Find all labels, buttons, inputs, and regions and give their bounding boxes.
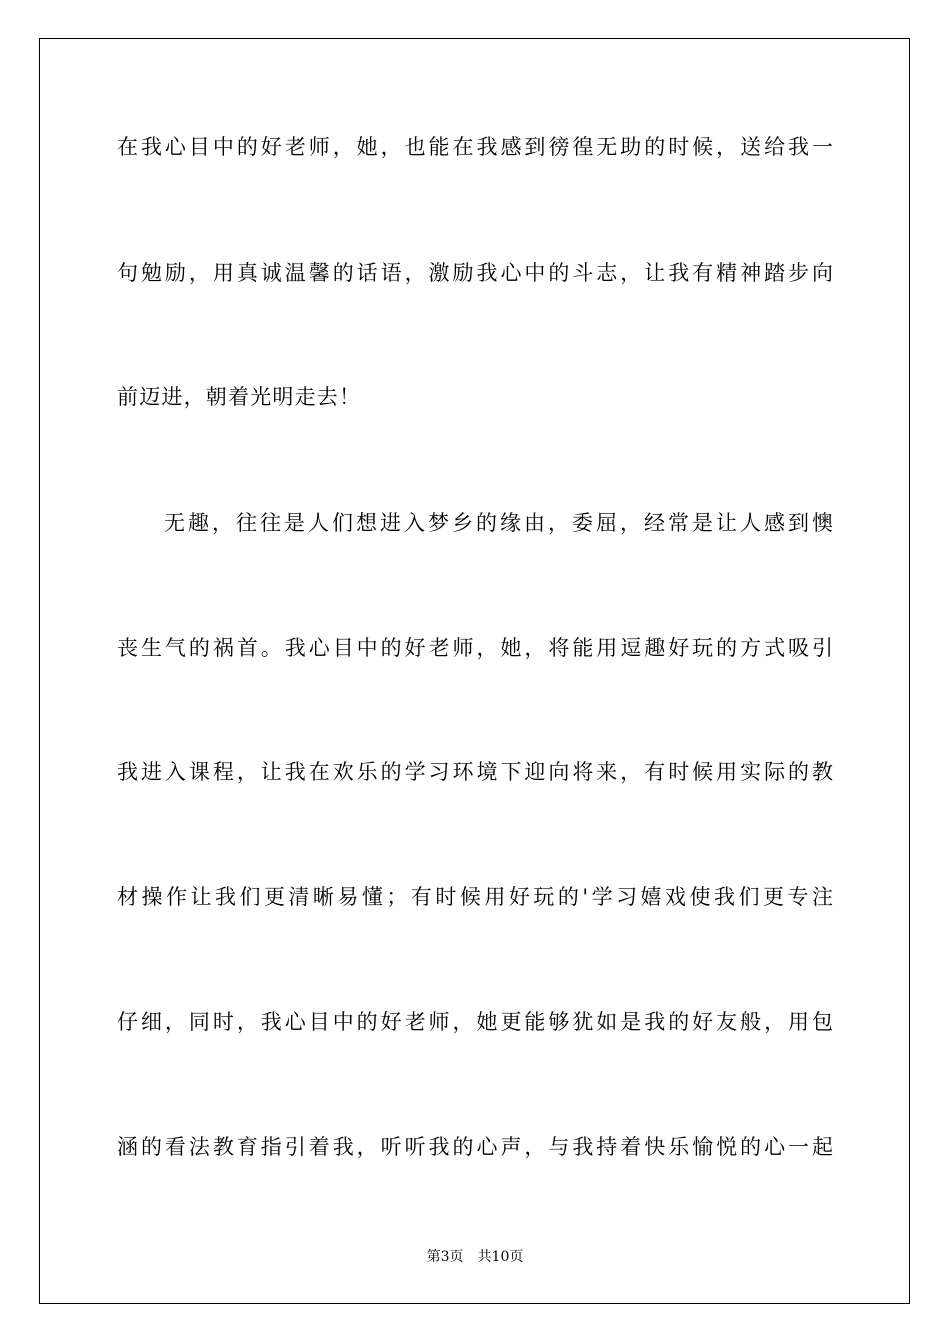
paragraph-line: 涵的看法教育指引着我，听听我的心声，与我持着快乐愉悦的心一起 [117,1135,833,1159]
page-border [39,38,910,1304]
paragraph-line: 仔细，同时，我心目中的好老师，她更能够犹如是我的好友般，用包 [117,1010,833,1034]
paragraph-line: 无趣，往往是人们想进入梦乡的缘由，委屈，经常是让人感到懊 [164,511,833,535]
paragraph-line: 前迈进，朝着光明走去！ [117,385,362,409]
page-footer [0,1248,950,1266]
paragraph-line: 丧生气的祸首。我心目中的好老师，她，将能用逗趣好玩的方式吸引 [117,636,833,660]
paragraph-line: 材操作让我们更清晰易懂；有时候用好玩的'学习嬉戏使我们更专注 [117,885,833,909]
paragraph-line: 在我心目中的好老师，她，也能在我感到徬徨无助的时候，送给我一 [117,135,833,159]
paragraph-line: 我进入课程，让我在欢乐的学习环境下迎向将来，有时候用实际的教 [117,760,833,784]
page-number: 第3页 [426,1249,464,1265]
paragraph-line: 句勉励，用真诚温馨的话语，激励我心中的斗志，让我有精神踏步向 [117,261,833,285]
page-total: 共10页 [477,1249,524,1265]
